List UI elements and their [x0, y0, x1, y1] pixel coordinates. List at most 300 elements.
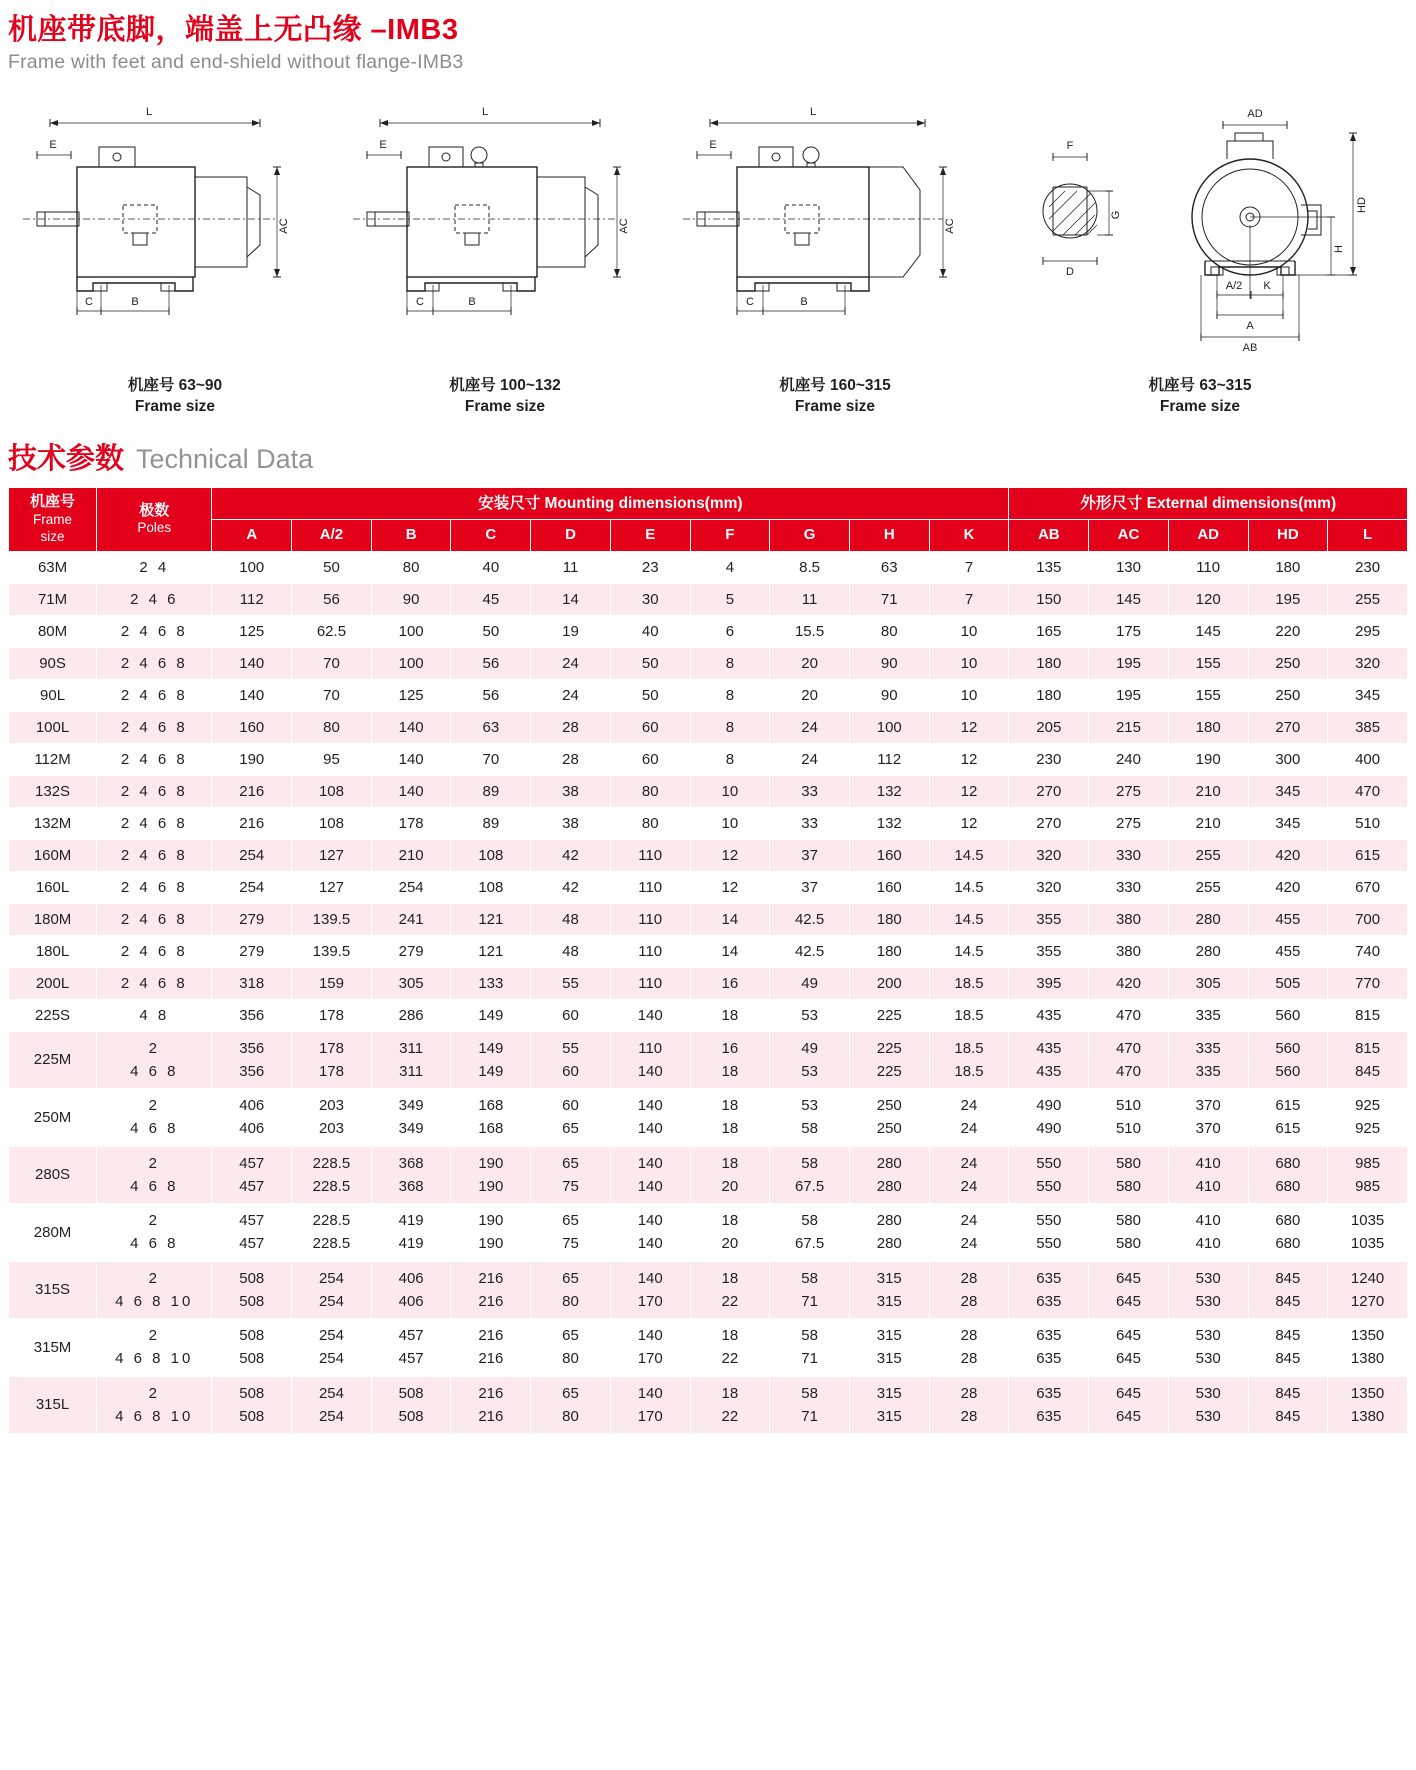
- cell-H: 90: [849, 647, 929, 679]
- cell-B: 254: [371, 871, 451, 903]
- cell-value-line: 65: [562, 1154, 579, 1172]
- cell-G: 15.5: [770, 615, 850, 647]
- poles-line: 4 8: [139, 1006, 170, 1024]
- cell-A2: [292, 1031, 372, 1089]
- table-body: [9, 551, 1408, 1434]
- cell-K: 10: [929, 615, 1009, 647]
- cell-AC: 380: [1089, 935, 1169, 967]
- cell-H: 160: [849, 839, 929, 871]
- cell-H: 63: [849, 551, 929, 583]
- cell-G: 8.5: [770, 551, 850, 583]
- cell-A: 140: [212, 647, 292, 679]
- cell-HD: 195: [1248, 583, 1328, 615]
- cell-L: 255: [1328, 583, 1408, 615]
- poles-line: 4 6 8: [130, 1062, 179, 1080]
- col-header-A: A: [212, 520, 292, 551]
- cell-value-line: 680: [1275, 1212, 1301, 1230]
- cell-poles: [97, 551, 212, 583]
- cell-F: [690, 1204, 770, 1262]
- cell-value-line: 508: [398, 1407, 424, 1425]
- cell-A: [212, 1031, 292, 1089]
- cell-AC: [1089, 1146, 1169, 1204]
- cell-value-line: 216: [478, 1269, 504, 1287]
- cell-value-line: 216: [478, 1350, 504, 1368]
- cell-value-line: 22: [721, 1350, 739, 1368]
- cell-G: [770, 1204, 850, 1262]
- cell-AC: [1089, 1089, 1169, 1147]
- cell-AD: 155: [1168, 679, 1248, 711]
- cell-value-line: 457: [398, 1350, 424, 1368]
- poles-line: 2 4 6 8: [120, 910, 188, 928]
- figure-4-caption: [1000, 376, 1400, 418]
- cell-D: 48: [531, 903, 611, 935]
- cell-value-line: 170: [637, 1350, 663, 1368]
- cell-value-line: 530: [1195, 1292, 1221, 1310]
- cell-K: 10: [929, 679, 1009, 711]
- cell-D: 28: [531, 711, 611, 743]
- cell-value-line: 406: [398, 1292, 424, 1310]
- figure-3-caption-en: Frame size: [794, 398, 876, 416]
- cell-value-line: 406: [239, 1120, 265, 1138]
- cell-A: 140: [212, 679, 292, 711]
- cell-H: [849, 1204, 929, 1262]
- col-header-A2: A/2: [292, 520, 372, 551]
- cell-AB: 320: [1009, 839, 1089, 871]
- cell-value-line: 645: [1115, 1407, 1141, 1425]
- cell-G: 24: [770, 743, 850, 775]
- cell-frame-size: 160M: [9, 839, 97, 871]
- cell-value-line: 635: [1036, 1384, 1062, 1402]
- cell-L: 615: [1328, 839, 1408, 871]
- col-header-AC: AC: [1089, 520, 1169, 551]
- cell-value-line: 508: [239, 1407, 265, 1425]
- table-row: [9, 871, 1408, 903]
- cell-HD: [1248, 1146, 1328, 1204]
- cell-E: 110: [610, 871, 690, 903]
- cell-A: 216: [212, 775, 292, 807]
- cell-value-line: 20: [721, 1235, 739, 1253]
- cell-F: 10: [690, 775, 770, 807]
- cell-HD: [1248, 1261, 1328, 1319]
- cell-AB: [1009, 1261, 1089, 1319]
- cell-HD: 420: [1248, 839, 1328, 871]
- cell-value-line: 645: [1115, 1292, 1141, 1310]
- cell-value-line: 18.5: [954, 1039, 984, 1057]
- cell-value-line: 140: [637, 1384, 663, 1402]
- cell-A2: [292, 1089, 372, 1147]
- cell-value-line: 530: [1195, 1407, 1221, 1425]
- cell-L: 385: [1328, 711, 1408, 743]
- cell-B: 178: [371, 807, 451, 839]
- cell-K: 12: [929, 807, 1009, 839]
- poles-line: 2: [148, 1212, 160, 1230]
- cell-E: 110: [610, 903, 690, 935]
- cell-C: 121: [451, 903, 531, 935]
- poles-line: 4 6 8 10: [115, 1407, 194, 1425]
- cell-D: 60: [531, 999, 611, 1031]
- cell-A2: 80: [292, 711, 372, 743]
- cell-AC: [1089, 1031, 1169, 1089]
- cell-G: 49: [770, 967, 850, 999]
- cell-AD: 120: [1168, 583, 1248, 615]
- cell-AD: 190: [1168, 743, 1248, 775]
- cell-value-line: 140: [637, 1327, 663, 1345]
- cell-value-line: 190: [478, 1154, 504, 1172]
- cell-H: [849, 1031, 929, 1089]
- cell-HD: 270: [1248, 711, 1328, 743]
- cell-value-line: 349: [398, 1120, 424, 1138]
- cell-frame-size: 80M: [9, 615, 97, 647]
- cell-D: [531, 1031, 611, 1089]
- cell-value-line: 315: [876, 1327, 902, 1345]
- cell-frame-size: 280S: [9, 1146, 97, 1204]
- cell-L: 320: [1328, 647, 1408, 679]
- cell-value-line: 368: [398, 1154, 424, 1172]
- cell-C: [451, 1204, 531, 1262]
- cell-value-line: 280: [876, 1212, 902, 1230]
- poles-line: 2 4 6: [130, 590, 179, 608]
- cell-value-line: 80: [562, 1292, 579, 1310]
- figure-frame-100-132: [340, 90, 670, 418]
- cell-value-line: 24: [960, 1097, 978, 1115]
- cell-AC: 330: [1089, 871, 1169, 903]
- cell-A: [212, 1204, 292, 1262]
- cell-D: 42: [531, 871, 611, 903]
- cell-value-line: 635: [1036, 1407, 1062, 1425]
- cell-value-line: 435: [1036, 1062, 1062, 1080]
- cell-K: 12: [929, 775, 1009, 807]
- cell-D: 11: [531, 551, 611, 583]
- figure-frame-63-90: [10, 90, 340, 418]
- cell-H: 200: [849, 967, 929, 999]
- cell-A: 100: [212, 551, 292, 583]
- cell-value-line: 110: [638, 1039, 663, 1057]
- col-header-frame-en1: Frame: [33, 511, 73, 527]
- cell-value-line: 140: [637, 1097, 663, 1115]
- cell-D: [531, 1089, 611, 1147]
- cell-value-line: 490: [1036, 1120, 1062, 1138]
- cell-A2: 127: [292, 871, 372, 903]
- cell-E: [610, 1146, 690, 1204]
- cell-A: 112: [212, 583, 292, 615]
- cell-A: 356: [212, 999, 292, 1031]
- cell-AD: 210: [1168, 775, 1248, 807]
- cell-value-line: 22: [721, 1292, 739, 1310]
- cell-value-line: 18: [721, 1384, 739, 1402]
- cell-E: 60: [610, 711, 690, 743]
- cell-F: [690, 1261, 770, 1319]
- svg-text:L: L: [809, 106, 817, 119]
- cell-value-line: 170: [637, 1407, 663, 1425]
- cell-HD: 455: [1248, 935, 1328, 967]
- cell-value-line: 18: [721, 1062, 739, 1080]
- cell-E: 30: [610, 583, 690, 615]
- cell-F: [690, 1146, 770, 1204]
- cell-D: [531, 1204, 611, 1262]
- cell-value-line: 508: [239, 1327, 265, 1345]
- cell-D: 28: [531, 743, 611, 775]
- cell-AB: 270: [1009, 775, 1089, 807]
- cell-value-line: 349: [398, 1097, 424, 1115]
- cell-HD: 560: [1248, 999, 1328, 1031]
- cell-K: 14.5: [929, 839, 1009, 871]
- poles-line: 2 4 6 8: [120, 974, 188, 992]
- table-head: [9, 488, 1408, 552]
- cell-H: [849, 1376, 929, 1434]
- cell-E: 50: [610, 647, 690, 679]
- table-row: [9, 1261, 1408, 1319]
- cell-HD: [1248, 1031, 1328, 1089]
- cell-AC: [1089, 1204, 1169, 1262]
- cell-poles: [97, 647, 212, 679]
- cell-C: 56: [451, 679, 531, 711]
- cell-G: 42.5: [770, 903, 850, 935]
- cell-A2: 139.5: [292, 935, 372, 967]
- cell-value-line: 203: [318, 1097, 344, 1115]
- svg-text:AC: AC: [278, 218, 290, 234]
- cell-HD: 250: [1248, 647, 1328, 679]
- cell-A2: [292, 1261, 372, 1319]
- cell-A2: 178: [292, 999, 372, 1031]
- cell-D: 24: [531, 647, 611, 679]
- cell-AC: [1089, 1319, 1169, 1377]
- cell-value-line: 28: [960, 1292, 978, 1310]
- cell-G: 20: [770, 647, 850, 679]
- cell-AD: 155: [1168, 647, 1248, 679]
- cell-poles: [97, 999, 212, 1031]
- cell-value-line: 65: [562, 1120, 579, 1138]
- cell-value-line: 65: [562, 1327, 579, 1345]
- cell-G: 53: [770, 999, 850, 1031]
- cell-value-line: 470: [1115, 1062, 1141, 1080]
- col-header-L: L: [1328, 520, 1408, 551]
- cell-C: 108: [451, 871, 531, 903]
- svg-text:A/2: A/2: [1225, 280, 1243, 293]
- cell-H: 132: [849, 775, 929, 807]
- cell-value-line: 60: [562, 1097, 579, 1115]
- cell-value-line: 370: [1195, 1120, 1221, 1138]
- section-title-technical-data: [8, 436, 1416, 477]
- col-header-G: G: [770, 520, 850, 551]
- cell-value-line: 280: [876, 1154, 902, 1172]
- cell-value-line: 845: [1275, 1384, 1301, 1402]
- cell-D: [531, 1319, 611, 1377]
- cell-frame-size: 112M: [9, 743, 97, 775]
- cell-value-line: 985: [1355, 1154, 1381, 1172]
- cell-G: 33: [770, 775, 850, 807]
- cell-frame-size: 225S: [9, 999, 97, 1031]
- cell-value-line: 18.5: [954, 1062, 984, 1080]
- cell-AB: 395: [1009, 967, 1089, 999]
- cell-value-line: 203: [318, 1120, 344, 1138]
- page-header: [0, 0, 1416, 74]
- cell-value-line: 250: [876, 1097, 902, 1115]
- cell-HD: 420: [1248, 871, 1328, 903]
- cell-value-line: 457: [239, 1154, 265, 1172]
- col-header-HD: HD: [1248, 520, 1328, 551]
- cell-H: [849, 1319, 929, 1377]
- poles-line: 2 4: [139, 558, 170, 576]
- cell-value-line: 140: [637, 1062, 663, 1080]
- cell-HD: 250: [1248, 679, 1328, 711]
- poles-line: 2 4 6 8: [120, 718, 188, 736]
- cell-L: [1328, 1376, 1408, 1434]
- cell-B: 90: [371, 583, 451, 615]
- cell-F: [690, 1376, 770, 1434]
- cell-D: 55: [531, 967, 611, 999]
- cell-C: 45: [451, 583, 531, 615]
- table-row: [9, 1319, 1408, 1377]
- table-row: [9, 1089, 1408, 1147]
- cell-AD: 110: [1168, 551, 1248, 583]
- cell-A: [212, 1146, 292, 1204]
- cell-value-line: 178: [318, 1062, 344, 1080]
- svg-text:K: K: [1263, 280, 1271, 293]
- cell-value-line: 530: [1195, 1269, 1221, 1287]
- cell-value-line: 58: [801, 1327, 818, 1345]
- col-header-poles: [97, 488, 212, 552]
- cell-L: 230: [1328, 551, 1408, 583]
- svg-text:D: D: [1066, 266, 1074, 279]
- svg-text:C: C: [416, 296, 424, 309]
- cell-value-line: 140: [637, 1177, 663, 1195]
- cell-value-line: 55: [562, 1039, 579, 1057]
- cell-G: 20: [770, 679, 850, 711]
- table-row: [9, 1204, 1408, 1262]
- poles-line: 2: [148, 1327, 160, 1345]
- cell-F: 8: [690, 679, 770, 711]
- cell-value-line: 508: [239, 1269, 265, 1287]
- cell-A: [212, 1089, 292, 1147]
- poles-line: 2: [148, 1097, 160, 1115]
- cell-poles: [97, 935, 212, 967]
- cell-C: 63: [451, 711, 531, 743]
- cell-value-line: 845: [1355, 1062, 1381, 1080]
- table-row: [9, 1031, 1408, 1089]
- table-row: [9, 807, 1408, 839]
- svg-text:E: E: [49, 139, 57, 152]
- cell-D: 19: [531, 615, 611, 647]
- cell-G: [770, 1031, 850, 1089]
- cell-value-line: 530: [1195, 1350, 1221, 1368]
- cell-K: [929, 1261, 1009, 1319]
- cell-A: 190: [212, 743, 292, 775]
- cell-value-line: 18: [721, 1097, 739, 1115]
- cell-F: 12: [690, 871, 770, 903]
- cell-poles: [97, 679, 212, 711]
- cell-poles: [97, 1089, 212, 1147]
- cell-D: 38: [531, 807, 611, 839]
- cell-value-line: 280: [876, 1177, 902, 1195]
- cell-AB: 135: [1009, 551, 1089, 583]
- cell-value-line: 680: [1275, 1154, 1301, 1172]
- cell-AB: 270: [1009, 807, 1089, 839]
- cell-poles: [97, 967, 212, 999]
- cell-value-line: 58: [801, 1269, 818, 1287]
- cell-value-line: 470: [1115, 1039, 1141, 1057]
- cell-value-line: 845: [1275, 1269, 1301, 1287]
- table-row: [9, 679, 1408, 711]
- poles-line: 2 4 6 8: [120, 878, 188, 896]
- poles-line: 2 4 6 8: [120, 750, 188, 768]
- cell-value-line: 635: [1036, 1292, 1062, 1310]
- cell-G: [770, 1376, 850, 1434]
- cell-AD: 180: [1168, 711, 1248, 743]
- cell-A2: 108: [292, 807, 372, 839]
- cell-value-line: 645: [1115, 1269, 1141, 1287]
- cell-L: 740: [1328, 935, 1408, 967]
- cell-value-line: 65: [562, 1384, 579, 1402]
- cell-AB: 355: [1009, 935, 1089, 967]
- cell-AD: [1168, 1261, 1248, 1319]
- cell-L: 770: [1328, 967, 1408, 999]
- cell-D: [531, 1146, 611, 1204]
- cell-K: 10: [929, 647, 1009, 679]
- cell-value-line: 71: [801, 1350, 818, 1368]
- cell-value-line: 168: [478, 1120, 504, 1138]
- cell-G: 42.5: [770, 935, 850, 967]
- cell-value-line: 53: [801, 1097, 818, 1115]
- col-header-poles-en: Poles: [137, 520, 172, 536]
- cell-poles: [97, 775, 212, 807]
- cell-H: 90: [849, 679, 929, 711]
- cell-HD: [1248, 1204, 1328, 1262]
- poles-line: 4 6 8 10: [115, 1350, 194, 1368]
- table-row: [9, 615, 1408, 647]
- cell-K: 18.5: [929, 999, 1009, 1031]
- svg-text:A: A: [1246, 320, 1254, 333]
- figure-3-drawing: [670, 90, 1000, 370]
- poles-line: 2: [148, 1039, 160, 1057]
- cell-E: 110: [610, 839, 690, 871]
- cell-value-line: 845: [1275, 1292, 1301, 1310]
- cell-value-line: 815: [1355, 1039, 1381, 1057]
- cell-AC: 195: [1089, 647, 1169, 679]
- cell-D: 42: [531, 839, 611, 871]
- cell-value-line: 254: [318, 1384, 344, 1402]
- cell-value-line: 80: [562, 1350, 579, 1368]
- cell-value-line: 28: [960, 1327, 978, 1345]
- cell-C: 89: [451, 775, 531, 807]
- cell-value-line: 550: [1036, 1177, 1062, 1195]
- cell-F: 16: [690, 967, 770, 999]
- cell-AD: [1168, 1204, 1248, 1262]
- cell-B: 279: [371, 935, 451, 967]
- cell-HD: 505: [1248, 967, 1328, 999]
- cell-F: 6: [690, 615, 770, 647]
- cell-B: 125: [371, 679, 451, 711]
- cell-L: 700: [1328, 903, 1408, 935]
- cell-L: [1328, 1319, 1408, 1377]
- cell-HD: 220: [1248, 615, 1328, 647]
- cell-value-line: 315: [876, 1292, 902, 1310]
- cell-value-line: 550: [1036, 1235, 1062, 1253]
- figure-4-caption-en: Frame size: [1159, 398, 1241, 416]
- cell-poles: [97, 839, 212, 871]
- cell-value-line: 925: [1355, 1097, 1381, 1115]
- cell-C: [451, 1376, 531, 1434]
- poles-line: 2: [148, 1154, 160, 1172]
- cell-value-line: 24: [960, 1120, 978, 1138]
- cell-value-line: 457: [239, 1235, 265, 1253]
- cell-E: 60: [610, 743, 690, 775]
- figure-frame-63-315: [1000, 90, 1400, 418]
- cell-C: 50: [451, 615, 531, 647]
- table-row: [9, 903, 1408, 935]
- cell-value-line: 1380: [1350, 1350, 1385, 1368]
- cell-F: 18: [690, 999, 770, 1031]
- cell-value-line: 580: [1115, 1154, 1141, 1172]
